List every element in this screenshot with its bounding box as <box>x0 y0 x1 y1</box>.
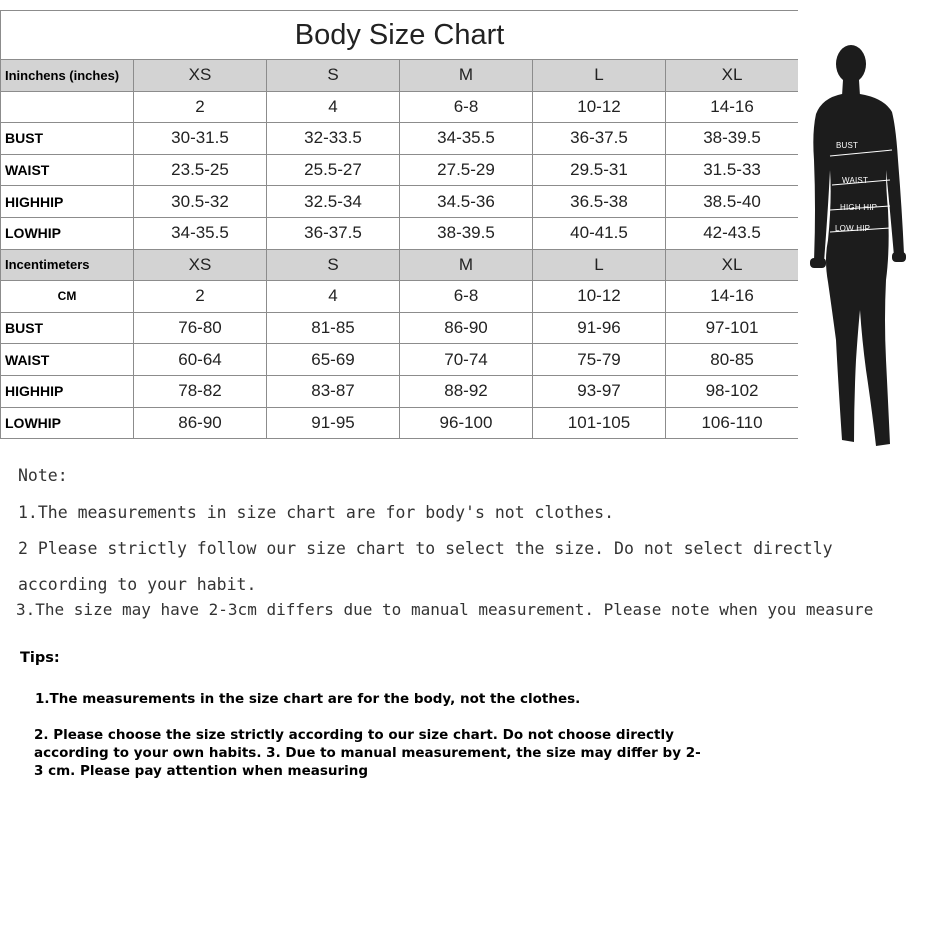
cm-header-label: Incentimeters <box>1 249 134 281</box>
inches-header-label: Ininchens (inches) <box>1 60 134 92</box>
tips-line-2a: 2. Please choose the size strictly according to our size chart. Do not choose directly <box>34 727 674 743</box>
row-label: BUST <box>1 312 134 344</box>
size-header: L <box>533 249 666 281</box>
table-row <box>1 154 799 186</box>
table-cell: 10-12 <box>533 91 666 123</box>
tips-line-2b: according to your own habits. 3. Due to manual measurement, the size may differ by 2- <box>34 745 701 761</box>
table-cell: 38-39.5 <box>400 217 533 249</box>
table-row <box>1 91 799 123</box>
body-silhouette-figure <box>798 10 910 450</box>
table-row <box>1 281 799 313</box>
inches-header-row <box>1 60 799 92</box>
size-chart-table <box>0 10 799 439</box>
table-row <box>1 217 799 249</box>
table-cell: 106-110 <box>666 407 799 439</box>
table-cell: 34-35.5 <box>400 123 533 155</box>
table-cell: 40-41.5 <box>533 217 666 249</box>
table-cell: 2 <box>134 91 267 123</box>
note-line-2a: 2 Please strictly follow our size chart to select the size. Do not select directly <box>18 539 833 558</box>
table-cell: 76-80 <box>134 312 267 344</box>
table-cell: 42-43.5 <box>666 217 799 249</box>
size-header: XS <box>134 60 267 92</box>
table-cell: 36.5-38 <box>533 186 666 218</box>
size-header: M <box>400 60 533 92</box>
tips-title: Tips: <box>20 650 60 666</box>
table-cell: 78-82 <box>134 375 267 407</box>
note-line-3: 3.The size may have 2-3cm differs due to manual measurement. Please note when you measure <box>16 600 874 619</box>
table-cell: 4 <box>267 91 400 123</box>
table-cell: 10-12 <box>533 281 666 313</box>
table-cell: 88-92 <box>400 375 533 407</box>
table-cell: 14-16 <box>666 91 799 123</box>
table-cell: 30-31.5 <box>134 123 267 155</box>
size-header: M <box>400 249 533 281</box>
table-cell: 31.5-33 <box>666 154 799 186</box>
table-cell: 38.5-40 <box>666 186 799 218</box>
table-cell: 60-64 <box>134 344 267 376</box>
table-cell: 2 <box>134 281 267 313</box>
table-cell: 86-90 <box>134 407 267 439</box>
table-row <box>1 123 799 155</box>
table-cell: 27.5-29 <box>400 154 533 186</box>
size-header: S <box>267 60 400 92</box>
chart-title: Body Size Chart <box>1 11 799 60</box>
tips-line-2c: 3 cm. Please pay attention when measuring <box>34 763 369 779</box>
table-row <box>1 186 799 218</box>
table-cell: 38-39.5 <box>666 123 799 155</box>
table-cell: 23.5-25 <box>134 154 267 186</box>
table-cell: 98-102 <box>666 375 799 407</box>
table-cell: 32.5-34 <box>267 186 400 218</box>
tips-line-1: 1.The measurements in the size chart are for the body, not the clothes. <box>35 691 581 707</box>
table-cell: 81-85 <box>267 312 400 344</box>
note-title: Note: <box>18 466 68 485</box>
table-cell: 96-100 <box>400 407 533 439</box>
table-cell: 36-37.5 <box>533 123 666 155</box>
title-row <box>1 11 799 60</box>
table-cell: 70-74 <box>400 344 533 376</box>
size-header: S <box>267 249 400 281</box>
table-cell: 6-8 <box>400 91 533 123</box>
table-cell: 91-96 <box>533 312 666 344</box>
figure-label-high-hip: HIGH HIP <box>840 203 878 212</box>
row-label: HIGHHIP <box>1 186 134 218</box>
table-cell: 91-95 <box>267 407 400 439</box>
figure-label-waist: WAIST <box>842 176 869 185</box>
size-header: XL <box>666 60 799 92</box>
table-cell: 34.5-36 <box>400 186 533 218</box>
row-label: WAIST <box>1 344 134 376</box>
figure-label-bust: BUST <box>836 141 859 150</box>
note-line-2b: according to your habit. <box>18 575 257 594</box>
row-label: BUST <box>1 123 134 155</box>
row-label: LOWHIP <box>1 217 134 249</box>
table-row <box>1 312 799 344</box>
note-line-1: 1.The measurements in size chart are for body's not clothes. <box>18 503 615 522</box>
table-cell: 29.5-31 <box>533 154 666 186</box>
cm-header-row <box>1 249 799 281</box>
table-cell: 75-79 <box>533 344 666 376</box>
table-cell: 97-101 <box>666 312 799 344</box>
table-row <box>1 375 799 407</box>
row-label: HIGHHIP <box>1 375 134 407</box>
table-row <box>1 344 799 376</box>
row-label <box>1 91 134 123</box>
table-cell: 83-87 <box>267 375 400 407</box>
table-cell: 86-90 <box>400 312 533 344</box>
row-label: LOWHIP <box>1 407 134 439</box>
size-header: XL <box>666 249 799 281</box>
table-cell: 4 <box>267 281 400 313</box>
table-cell: 36-37.5 <box>267 217 400 249</box>
table-cell: 101-105 <box>533 407 666 439</box>
table-cell: 25.5-27 <box>267 154 400 186</box>
size-header: XS <box>134 249 267 281</box>
table-cell: 30.5-32 <box>134 186 267 218</box>
row-label: CM <box>1 281 134 313</box>
table-cell: 65-69 <box>267 344 400 376</box>
table-cell: 93-97 <box>533 375 666 407</box>
table-cell: 32-33.5 <box>267 123 400 155</box>
size-header: L <box>533 60 666 92</box>
table-cell: 34-35.5 <box>134 217 267 249</box>
table-cell: 6-8 <box>400 281 533 313</box>
table-cell: 14-16 <box>666 281 799 313</box>
figure-label-low-hip: LOW HIP <box>835 224 871 233</box>
row-label: WAIST <box>1 154 134 186</box>
table-row <box>1 407 799 439</box>
table-cell: 80-85 <box>666 344 799 376</box>
